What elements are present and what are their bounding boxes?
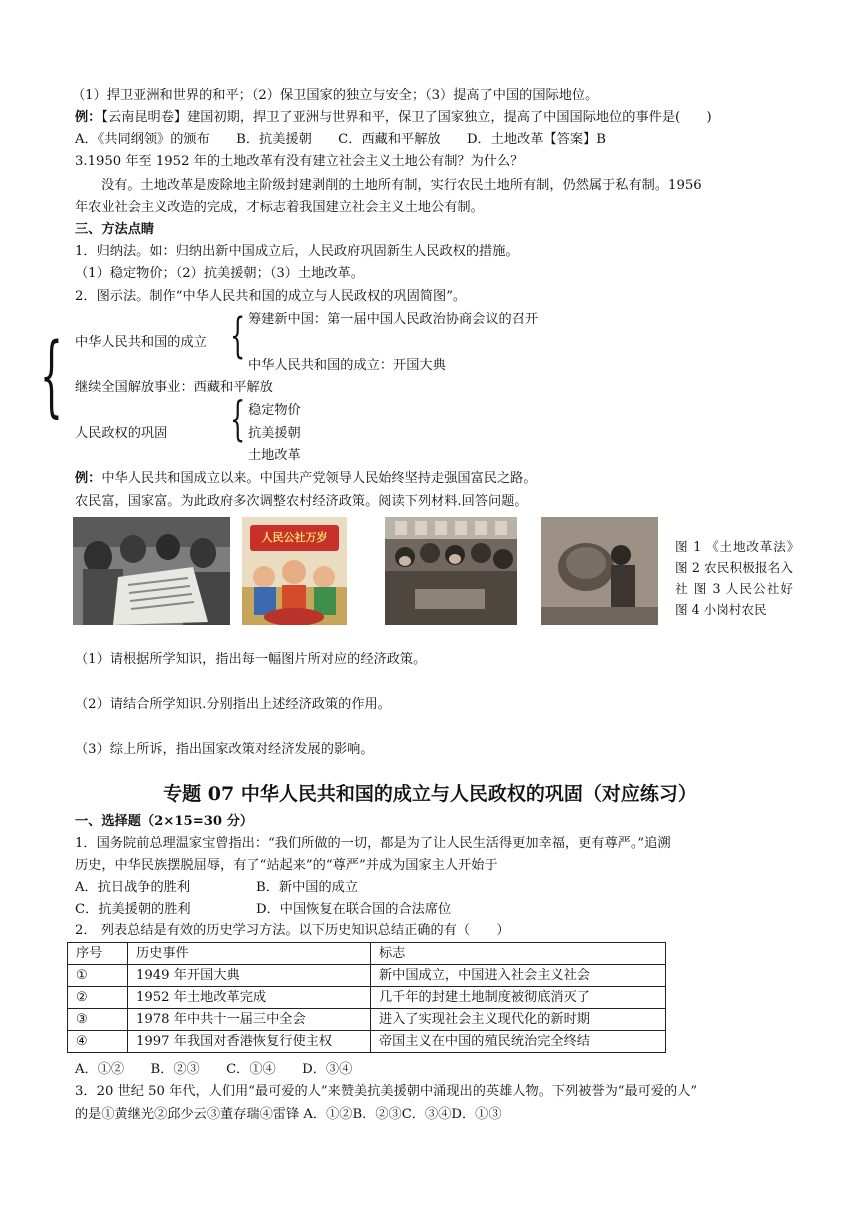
table-cell: 新中国成立，中国进入社会主义社会: [371, 965, 666, 987]
table-header: 历史事件: [128, 943, 371, 965]
exercise-q1-option-a: A．抗日战争的胜利: [75, 880, 191, 895]
method-1: 1．归纳法。如：归纳出新中国成立后，人民政府巩固新生人民政权的措施。: [75, 244, 519, 259]
exercise-q1-option-c: C．抗美援朝的胜利: [75, 902, 191, 917]
example-1-question: [75, 108, 712, 128]
table-cell: ①: [68, 965, 128, 987]
example-2-question-2: （2）请结合所学知识.分别指出上述经济政策的作用。: [75, 697, 391, 712]
example-label: 例：: [75, 471, 102, 486]
table-header-row: [68, 943, 666, 965]
example-2-question-3: （3）综上所诉，指出国家改策对经济发展的影响。: [75, 742, 374, 757]
diagram-founding-item-2: 中华人民共和国的成立：开国大典: [248, 358, 446, 373]
table-row: [68, 1009, 666, 1031]
example-2-text: 中华人民共和国成立以来。中国共产党领导人民始终坚持走强国富民之路。: [101, 471, 537, 486]
example-1-text: 【云南昆明卷】建国初期，捍卫了亚洲与世界和平，保卫了国家独立，提高了中国国际地位的事件是( ): [101, 110, 712, 125]
photo-captions: 图 1 《土地改革法》 图 2 农民积极报名入社 图 3 人民公社好 图 4 小岗村农民: [675, 539, 806, 617]
method-1-items: （1）稳定物价；（2）抗美援朝；（3）土地改革。: [75, 266, 364, 281]
table-cell: ④: [68, 1031, 128, 1053]
outer-brace: {: [40, 326, 63, 428]
table-cell: 1949 年开国大典: [128, 965, 371, 987]
exercise-title: 专题 07 中华人民共和国的成立与人民政权的巩固（对应练习）: [163, 783, 697, 805]
exercise-q1-option-d: D．中国恢复在联合国的合法席位: [256, 902, 452, 917]
table-cell: 1997 年我国对香港恢复行使主权: [128, 1031, 371, 1053]
exercise-q2-options: A．①② B．②③ C．①④ D．③④: [75, 1062, 353, 1077]
table-row: [68, 1031, 666, 1053]
table-header: 序号: [68, 943, 128, 965]
example-2-line-2: 农民富，国家富。为此政府多次调整农村经济政策。阅读下列材料.回答问题。: [75, 494, 528, 509]
diagram-founding-item-1: 筹建新中国：第一届中国人民政治协商会议的召开: [248, 312, 539, 327]
section-heading-choice: 一、选择题（2×15=30 分）: [75, 814, 254, 829]
events-table: [67, 942, 666, 1053]
table-cell: 几千年的封建土地制度被彻底消灭了: [371, 987, 666, 1009]
diagram-consolidation-item-3: 土地改革: [248, 448, 301, 463]
diagram-founding: 中华人民共和国的成立: [75, 335, 207, 350]
example-1-options: A．《共同纲领》的颁布 B．抗美援朝 C．西藏和平解放 D．土地改革【答案】B: [75, 132, 606, 147]
exercise-q1-option-b: B．新中国的成立: [256, 880, 359, 895]
table-cell: 帝国主义在中国的殖民统治完全终结: [371, 1031, 666, 1053]
diagram-liberation: 继续全国解放事业：西藏和平解放: [75, 380, 273, 395]
example-label: 例：: [75, 110, 102, 125]
exercise-q2: 2． 列表总结是有效的历史学习方法。以下历史知识总结正确的有（ ）: [75, 923, 510, 938]
table-row: [68, 987, 666, 1009]
consolidation-brace: {: [230, 393, 246, 448]
exercise-q3-line-1: 3．20 世纪 50 年代，人们用“最可爱的人”来赞美抗美援朝中涌现出的英雄人物。下列被誉为“最可爱的人”: [75, 1084, 698, 1099]
exercise-q3-line-2: 的是①黄继光②邱少云③董存瑞④雷锋 A．①②B．②③C．③④D．①③: [75, 1107, 502, 1122]
table-cell: 进入了实现社会主义现代化的新时期: [371, 1009, 666, 1031]
founding-brace: {: [230, 308, 246, 365]
photo-join-cooperative: [242, 517, 347, 625]
table-cell: 1952 年土地改革完成: [128, 987, 371, 1009]
answer-3-line-1: 没有。土地改革是废除地主阶级封建剥削的土地所有制，实行农民土地所有制，仍然属于私有制。1956: [101, 178, 702, 193]
method-2: 2．图示法。制作“中华人民共和国的成立与人民政权的巩固简图”。: [75, 289, 467, 304]
table-cell: 1978 年中共十一届三中全会: [128, 1009, 371, 1031]
table-header: 标志: [371, 943, 666, 965]
diagram-consolidation-item-1: 稳定物价: [248, 403, 301, 418]
answer-line: （1）捍卫亚洲和世界的和平；（2）保卫国家的独立与安全；（3）提高了中国的国际地位。: [72, 88, 599, 103]
example-2-question-1: （1）请根据所学知识，指出每一幅图片所对应的经济政策。: [75, 652, 427, 667]
diagram-consolidation: 人民政权的巩固: [75, 426, 168, 441]
section-heading-methods: 三、方法点睛: [75, 222, 155, 237]
answer-3-line-2: 年农业社会主义改造的完成，才标志着我国建立社会主义土地公有制。: [75, 200, 484, 215]
exercise-q1-line-1: 1．国务院前总理温家宝曾指出：“我们所做的一切，都是为了让人民生活得更加幸福，更有尊严。”追溯: [75, 836, 671, 851]
photo-peoples-commune: [385, 517, 517, 625]
exercise-q1-line-2: 历史，中华民族摆脱屈辱，有了“站起来”的“尊严”并成为国家主人开始于: [75, 858, 498, 873]
poster-caption: 人民公社万岁: [261, 531, 328, 544]
table-cell: ③: [68, 1009, 128, 1031]
photo-land-reform-law: [73, 517, 230, 625]
photo-xiaogang-village: [541, 517, 658, 625]
table-row: [68, 965, 666, 987]
example-2-line-1: [75, 469, 537, 489]
diagram-consolidation-item-2: 抗美援朝: [248, 426, 301, 441]
question-3: 3.1950 年至 1952 年的土地改革有没有建立社会主义土地公有制？为什么？: [75, 154, 524, 169]
table-cell: ②: [68, 987, 128, 1009]
